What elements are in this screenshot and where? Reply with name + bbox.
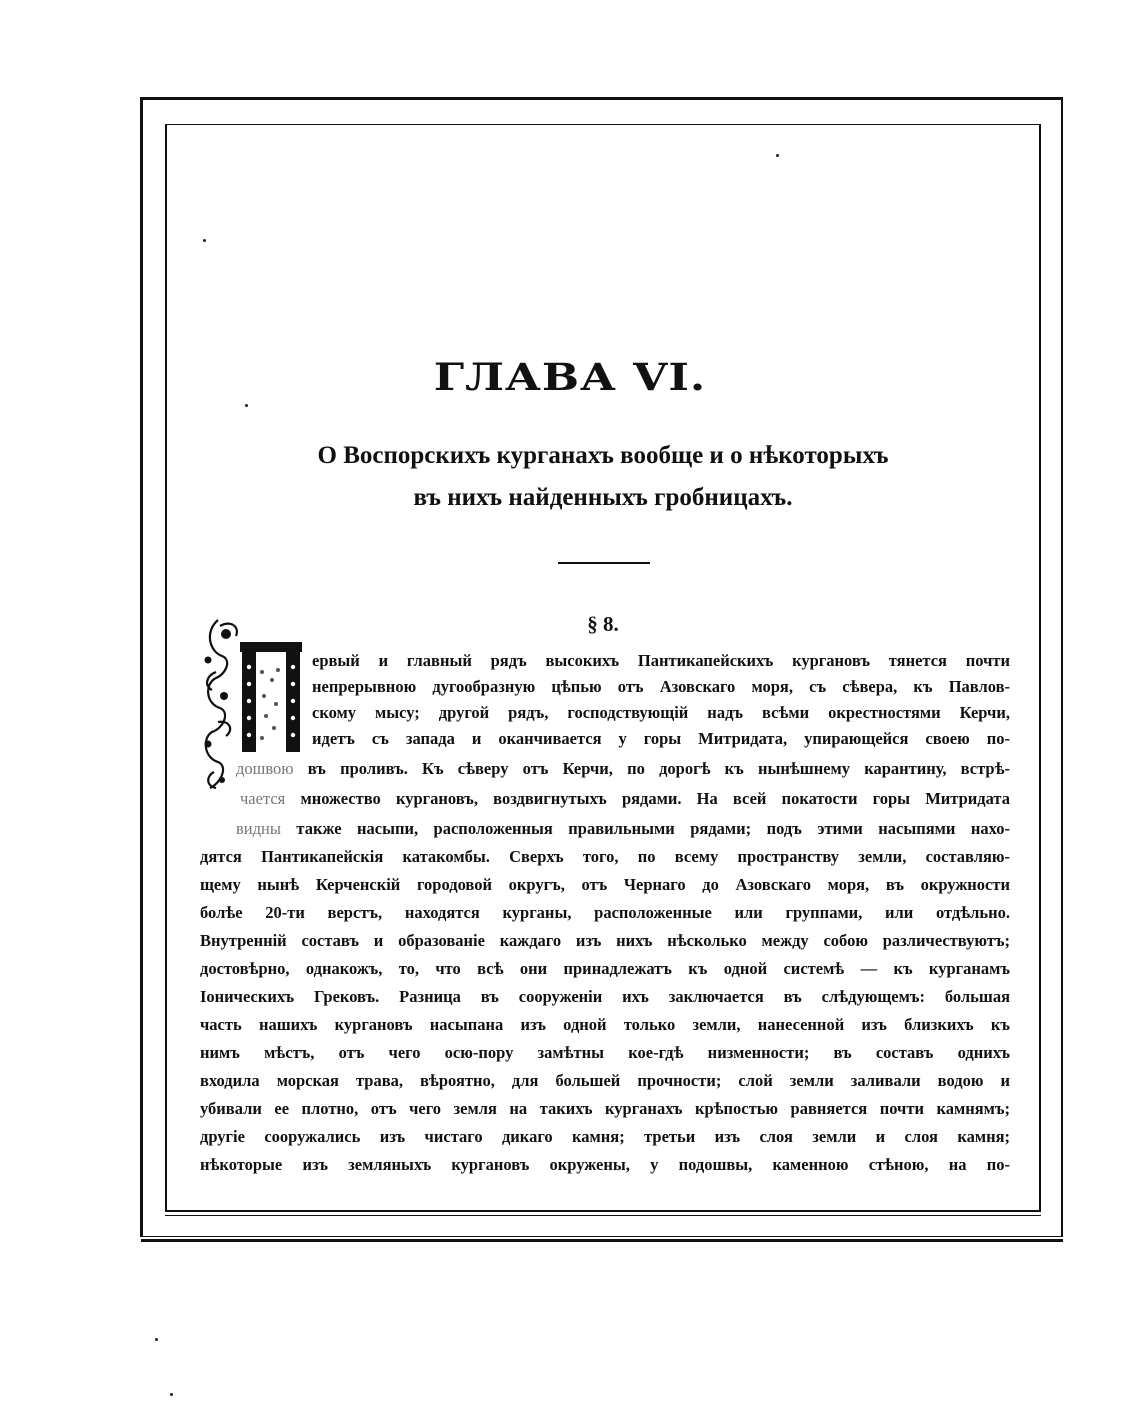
print-speck: [155, 1338, 158, 1341]
text-line: другіе сооружались изъ чистаго дикаго камня; третьи изъ слоя земли и слоя камня;: [200, 1127, 1010, 1146]
section-divider-rule: [558, 562, 650, 564]
text-line: убивали ее плотно, отъ чего земля на такихъ курганахъ крѣпостью равняется почти камнямъ;: [200, 1099, 1010, 1118]
chapter-heading: ГЛАВА VI.: [433, 355, 707, 400]
chapter-subtitle-line-2: въ нихъ найденныхъ гробницахъ.: [413, 484, 793, 511]
text-line: Внутренній составъ и образованіе каждаго изъ нихъ нѣсколько между собою различествуютъ;: [200, 931, 1010, 950]
text-line: ервый и главный рядъ высокихъ Пантикапейскихъ кургановъ тянется почти: [312, 651, 1010, 670]
print-speck: [203, 239, 206, 242]
text-line: видны также насыпи, расположенныя правильными рядами; подъ этими насыпями нахо-: [236, 819, 1010, 838]
text-line: болѣе 20-ти верстъ, находятся курганы, расположенные или группами, или отдѣльно.: [200, 903, 1010, 922]
print-speck: [245, 404, 248, 407]
text-line: нимъ мѣстъ, отъ чего осю-пору замѣтны кое-гдѣ низменности; въ составъ однихъ: [200, 1043, 1010, 1062]
section-number: § 8.: [587, 612, 619, 636]
text-line: чается множество кургановъ, воздвигнутыхъ рядами. На всей покатости горы Митридата: [240, 789, 1010, 808]
text-line: дошвою въ проливъ. Къ сѣверу отъ Керчи, по дорогѣ къ нынѣшнему карантину, встрѣ-: [236, 759, 1010, 778]
text-line: часть нашихъ кургановъ насыпана изъ одной только земли, нанесенной изъ близкихъ къ: [200, 1015, 1010, 1034]
text-line: нѣкоторые изъ земляныхъ кургановъ окружены, у подошвы, каменною стѣною, на по-: [200, 1155, 1010, 1174]
text-line: достовѣрно, однакожъ, то, что всѣ они принадлежатъ къ одной системѣ — къ курганамъ: [200, 959, 1010, 978]
text-line: входила морская трава, вѣроятно, для большей прочности; слой земли заливали водою и: [200, 1071, 1010, 1090]
print-speck: [776, 154, 779, 157]
chapter-subtitle-line-1: О Воспорскихъ курганахъ вообще и о нѣкоторыхъ: [317, 442, 889, 469]
text-line: Іоническихъ Грековъ. Разница въ сооруженіи ихъ заключается въ слѣдующемъ: большая: [200, 987, 1010, 1006]
text-line: непрерывною дугообразную цѣпью отъ Азовскаго моря, съ сѣвера, къ Павлов-: [312, 677, 1010, 696]
text-line: дятся Пантикапейскія катакомбы. Сверхъ того, по всему пространству земли, составляю-: [200, 847, 1010, 866]
text-line: идетъ съ запада и оканчивается у горы Митридата, упирающейся своею по-: [312, 729, 1010, 748]
text-line: скому мысу; другой рядъ, господствующій надъ всѣми окрестностями Керчи,: [312, 703, 1010, 722]
text-line: щему нынѣ Керченскій городовой округъ, отъ Чернаго до Азовскаго моря, въ окружности: [200, 875, 1010, 894]
print-speck: [170, 1393, 173, 1396]
